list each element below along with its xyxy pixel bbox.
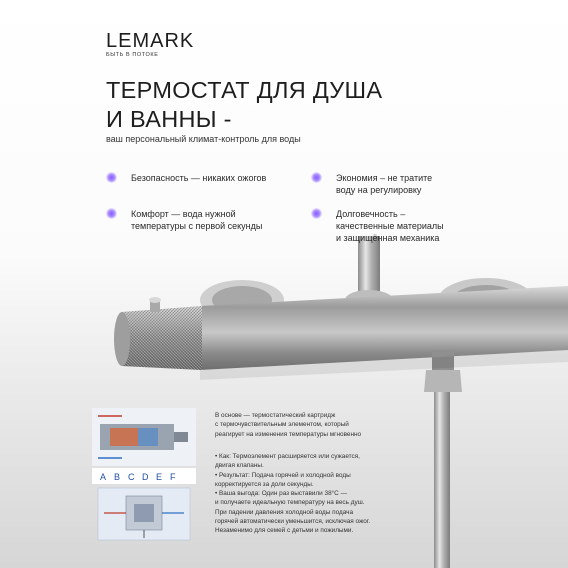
page-title (106, 76, 382, 134)
page-subtitle: ваш персональный климат-контроль для воды (106, 134, 301, 144)
bullet-dot-icon (106, 208, 117, 219)
diagram-letter-c: C (128, 472, 135, 482)
feature-line: Безопасность — никаких ожогов (131, 173, 267, 183)
desc-line: При падении давления холодной воды подача (215, 508, 354, 516)
desc-line: Незаменимо для семей с детьми и пожилыми. (215, 527, 354, 535)
title-line-1: ТЕРМОСТАТ ДЛЯ ДУША (106, 77, 383, 103)
title-line-2: И ВАННЫ - (106, 106, 232, 132)
desc-line: корректируется за доли секунды. (215, 480, 314, 488)
desc-line: двигая клапаны. (215, 462, 264, 470)
desc-line: реагирует на изменения температуры мгновенно (215, 430, 362, 438)
feature-line: качественные материалы (336, 221, 444, 231)
feature-economy (336, 172, 432, 196)
desc-line: и получаете идеальную температуру на весь душ. (215, 499, 365, 507)
feature-line: воду на регулировку (336, 185, 422, 195)
bullet-dot-icon (311, 208, 322, 219)
feature-line: температуры с первой секунды (131, 221, 263, 231)
diagram-letter-d: D (142, 472, 149, 482)
feature-line: и защищённая механика (336, 233, 440, 243)
desc-line: • Результат: Подача горячей и холодной воды (215, 471, 351, 479)
feature-line: Экономия – не тратите (336, 173, 433, 183)
desc-line: • Как: Термоэлемент расширяется или сужается, (215, 453, 360, 460)
feature-safety (131, 172, 266, 184)
desc-line: с термочувствительным элементом, который (215, 421, 349, 429)
description-points (215, 452, 370, 536)
logo-tagline: БЫТЬ В ПОТОКЕ (106, 52, 159, 58)
bullet-dot-icon (311, 172, 322, 183)
feature-line: Комфорт — вода нужной (131, 209, 236, 219)
desc-line: • Ваша выгода: Один раз выставили 38°C — (215, 490, 347, 498)
diagram-letter-b: B (114, 472, 121, 482)
diagram-letter-f: F (170, 472, 176, 482)
diagram-letter-a: A (100, 472, 107, 482)
feature-comfort (131, 208, 262, 232)
diagram-letter-e: E (156, 472, 163, 482)
description-intro (215, 411, 361, 439)
logo-wordmark: LEMARK (106, 30, 195, 52)
cartridge-diagram (92, 408, 196, 542)
feature-durability (336, 208, 444, 244)
brand-logo (106, 30, 194, 58)
desc-line: В основе — термостатический картридж (215, 412, 336, 419)
feature-line: Долговечность – (336, 209, 406, 219)
bullet-dot-icon (106, 172, 117, 183)
desc-line: горячей автоматически уменьшится, исключая ожог. (215, 518, 371, 526)
